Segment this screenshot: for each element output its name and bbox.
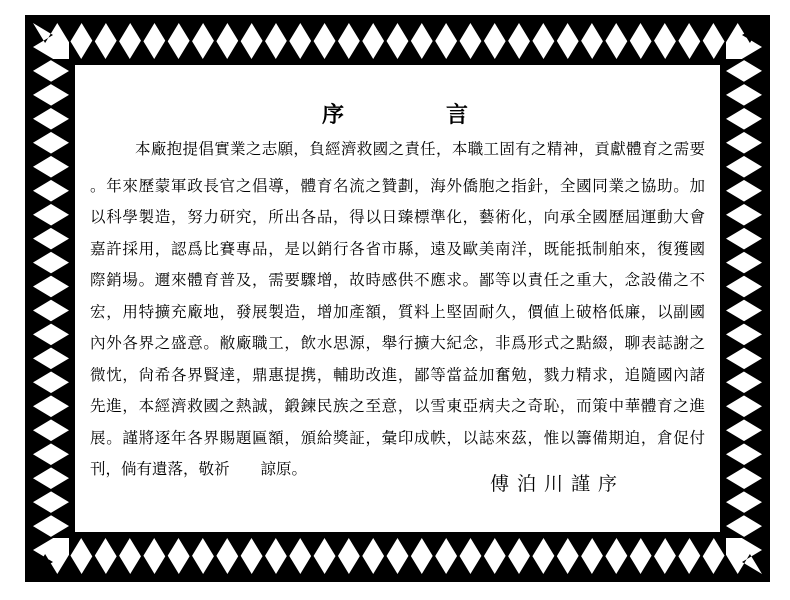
preface-line: 際銷場。邇來體育普及，需要驟增，故時感供不應求。鄙等以責任之重大，念設備之不 — [90, 271, 705, 289]
preface-line: 先進，本經濟救國之熱誠，鍛鍊民族之至意，以雪東亞病夫之奇恥，而策中華體育之進 — [90, 397, 705, 415]
preface-body — [90, 134, 705, 486]
preface-line: 嘉許採用，認爲比賽專品，是以銷行各省市縣，遠及歐美南洋，既能抵制舶來，復獲國 — [90, 239, 705, 258]
preface-line: 宏，用特擴充廠地，發展製造，增加產額，質料上堅固耐久，價値上破格低廉，以副國 — [90, 302, 705, 321]
preface-line: 微忱，尙希各界賢達，鼎惠提携，輔助改進，鄙等當益加奮勉，戮力精求，追隨國內諸 — [90, 365, 705, 384]
preface-line: 內外各界之盛意。敝廠職工，飲水思源，舉行擴大紀念，非爲形式之點綴，聊表誌謝之 — [90, 334, 705, 352]
preface-line: 刊，倘有遺落，敬祈 諒原。 — [90, 460, 308, 478]
preface-title: 序言 — [321, 102, 570, 128]
preface-line: 以科學製造，努力研究，所出各品，得以日臻標準化，藝術化，向承全國歷屆運動大會 — [90, 208, 705, 226]
preface-signature: 傅泊川謹序 — [490, 473, 626, 495]
preface-line: 展。謹將逐年各界賜題匾額，頒給獎証，彙印成帙，以誌來茲，惟以籌備期迫，倉促付 — [90, 428, 705, 447]
preface-line: 。年來歷蒙軍政長官之倡導，體育名流之贊劃，海外僑胞之指針，全國同業之協助。加 — [90, 176, 705, 195]
preface-line: 本廠抱提倡實業之志願，負經濟救國之責任，本職工固有之精神，貢獻體育之需要 — [135, 140, 705, 158]
